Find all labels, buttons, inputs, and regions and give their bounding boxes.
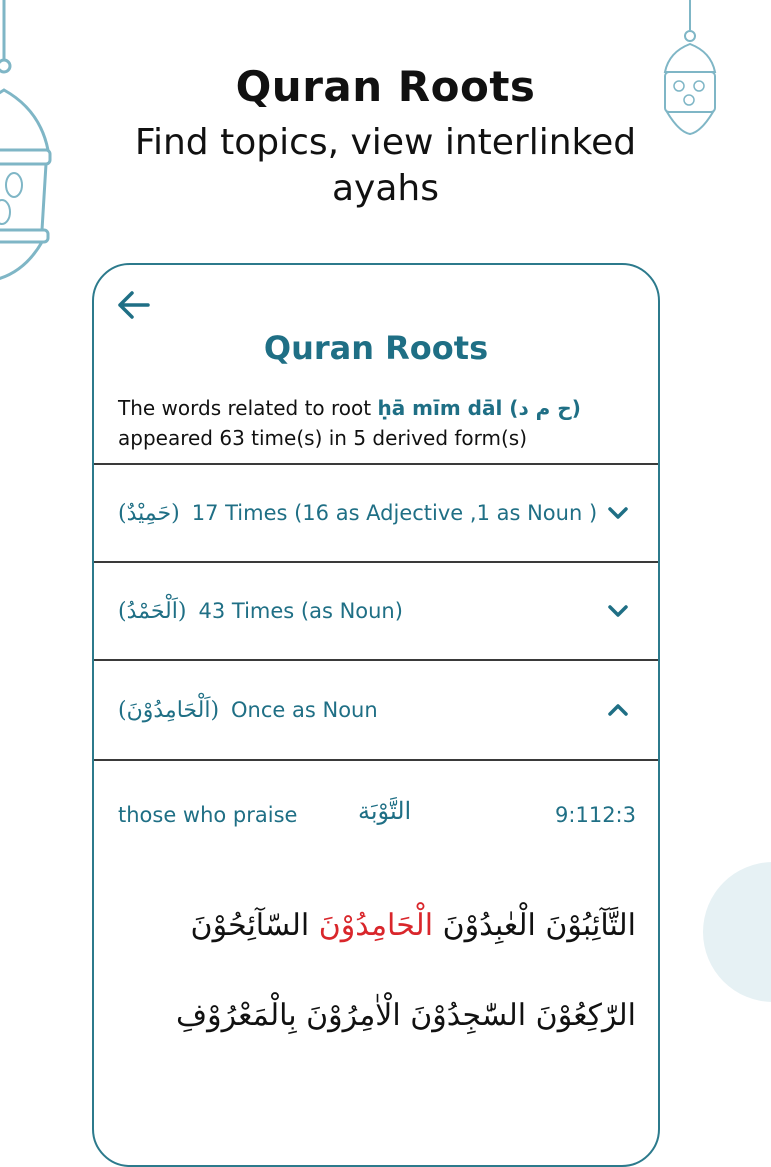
ayah-reference[interactable]: 9:112:3 xyxy=(555,803,636,827)
form-count: Once as Noun xyxy=(231,698,378,722)
ayah-highlighted-word: الْحَامِدُوْنَ xyxy=(318,908,434,943)
promo-subtitle: Find topics, view interlinked ayahs xyxy=(134,122,637,209)
form-row-alhamidun[interactable] xyxy=(94,659,658,759)
form-arabic: (حَمِيْدٌ) xyxy=(118,500,180,526)
form-row-alhamd[interactable] xyxy=(94,561,658,659)
desc-suffix: appeared 63 time(s) in 5 derived form(s) xyxy=(118,426,528,450)
root-name: ḥā mīm dāl (ح م د) xyxy=(377,396,581,420)
form-arabic: (اَلْحَمْدُ) xyxy=(118,598,187,624)
ayah-detail xyxy=(94,759,658,1167)
ayah-text xyxy=(134,881,636,1061)
promo-title: Quran Roots xyxy=(235,62,536,111)
chevron-down-icon[interactable] xyxy=(604,499,632,527)
root-description xyxy=(118,393,638,453)
decorative-circle xyxy=(703,862,771,1002)
form-row-hamid[interactable] xyxy=(94,463,658,561)
phone-frame xyxy=(92,263,660,1167)
word-meaning: those who praise xyxy=(118,803,298,827)
chevron-up-icon[interactable] xyxy=(604,696,632,724)
app-title: Quran Roots xyxy=(263,329,489,367)
form-count: 17 Times (16 as Adjective ,1 as Noun ) xyxy=(191,501,598,525)
desc-prefix: The words related to root xyxy=(118,396,378,420)
lantern-left-decoration xyxy=(0,0,60,300)
ayah-text-part: التَّآئِبُوْنَ الْعٰبِدُوْنَ xyxy=(433,908,636,943)
ayah-text-part: السّآئِحُوْنَ الرّٰكِعُوْنَ السّٰجِدُوْنَ الْاٰمِرُوْنَ بِالْمَعْرُوْفِ xyxy=(176,908,636,1033)
arrow-left-icon[interactable] xyxy=(114,285,154,325)
surah-name: التَّوْبَة xyxy=(358,797,412,825)
form-count: 43 Times (as Noun) xyxy=(198,599,403,623)
chevron-down-icon[interactable] xyxy=(604,597,632,625)
form-arabic: (اَلْحَامِدُوْنَ) xyxy=(118,697,220,723)
